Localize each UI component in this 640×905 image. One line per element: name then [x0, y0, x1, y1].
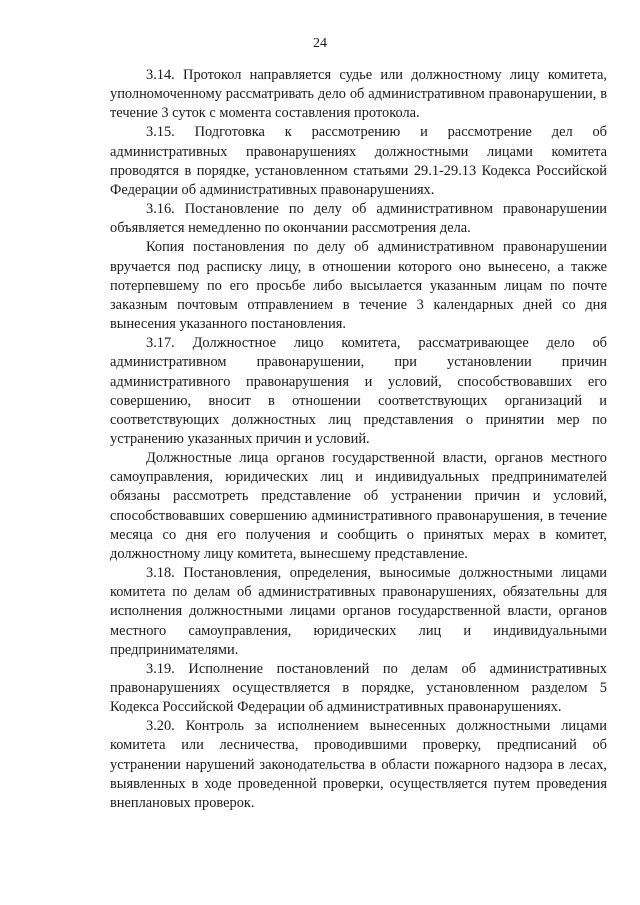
paragraph-3-16: 3.16. Постановление по делу об административном правонарушении объявляется немедленно по окончании рассмотрения дела.: [110, 201, 607, 237]
paragraph-3-15: 3.15. Подготовка к рассмотрению и рассмотрение дел об административных правонарушениях должностными лицами комитета проводятся в порядке, установленном статьями 29.1-29.13 Кодекса Российской Федерации об административных правонарушениях.: [110, 124, 607, 198]
paragraph-3-20: 3.20. Контроль за исполнением вынесенных должностными лицами комитета или лесничества, проводившими проверку, предписаний об устранении нарушений законодательства в области пожарного надзора в лесах, выявленных в ходе проведенной проверки, осуществляется путем проведения внеплановых проверок.: [110, 718, 607, 811]
paragraph-3-19: 3.19. Исполнение постановлений по делам об административных правонарушениях осуществляется в порядке, установленном разделом 5 Кодекса Российской Федерации об административных правонарушениях.: [110, 660, 607, 716]
paragraph-3-16-copy: Копия постановления по делу об административном правонарушении вручается под расписку лицу, в отношении которого оно вынесено, а также потерпевшему по его просьбе либо высылается указанным лицам по почте заказным почтовым отправлением в течение 3 календарных дней со дня вынесения указанного постановления.: [110, 239, 607, 333]
paragraph-3-17: 3.17. Должностное лицо комитета, рассматривающее дело об административном правонарушении, при установлении причин административного правонарушения и условий, способствовавших его совершению, вносит в отношении соответствующих организаций и соответствующих должностных лиц представления о принятии мер по устранению указанных причин и условий.: [110, 335, 607, 447]
paragraph-3-17-officials: Должностные лица органов государственной власти, органов местного самоуправления, юридических лиц и индивидуальных предпринимателей обязаны рассмотреть представление об устранении причин и условий, способствовавших совершению административного правонарушения, в течение месяца со дня его получения и сообщить о принятых мерах в комитет, должностному лицу комитета, вынесшему представление.: [110, 450, 607, 562]
page-number: 24: [313, 36, 327, 51]
paragraph-3-14: 3.14. Протокол направляется судье или должностному лицу комитета, уполномоченному рассматривать дело об административном правонарушении, в течение 3 суток с момента составления протокола.: [110, 67, 607, 122]
paragraph-3-18: 3.18. Постановления, определения, выносимые должностными лицами комитета по делам об административных правонарушениях, обязательны для исполнения должностными лицами органов государственной власти, органов местного самоуправления, юридических лиц и индивидуальными предпринимателями.: [110, 565, 607, 658]
document-body: [110, 66, 607, 813]
